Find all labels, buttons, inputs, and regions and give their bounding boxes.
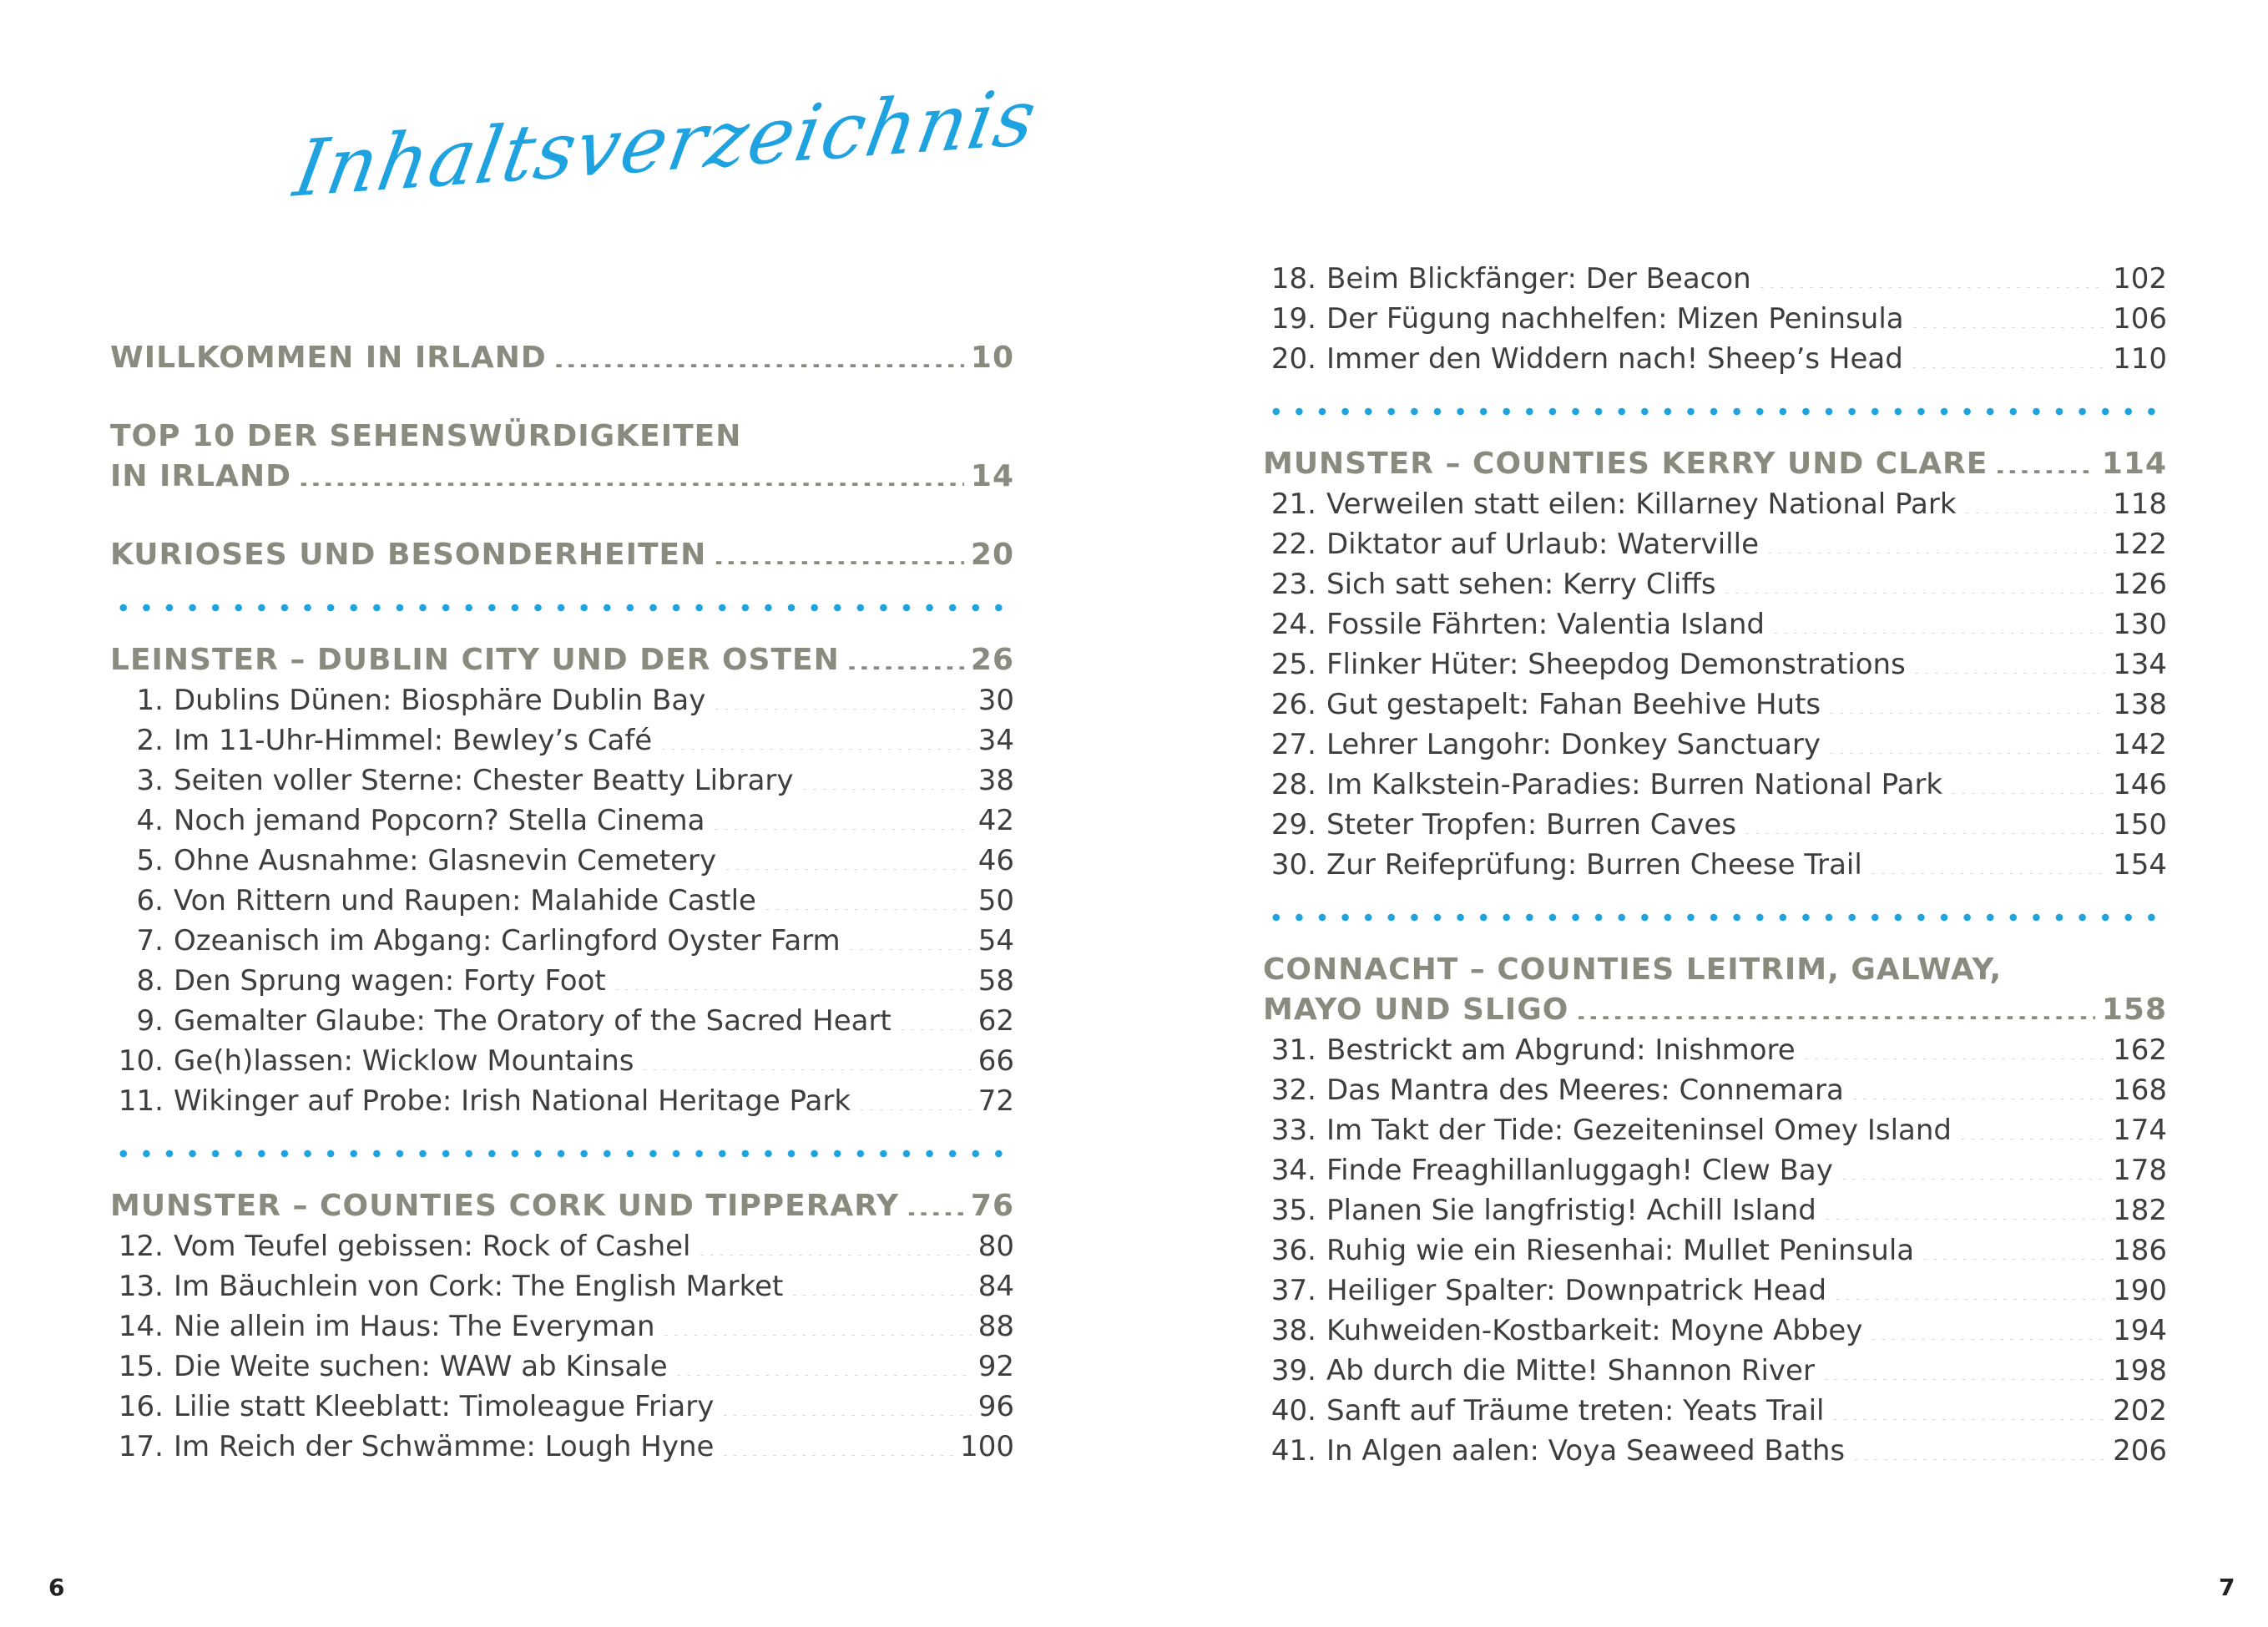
entry-number: 11. [118,1084,164,1118]
entry-number: 3. [136,764,164,797]
dot-leader [801,764,972,790]
section-heading-text: WILLKOMMEN IN IRLAND [110,341,547,375]
toc-entry [1263,1070,2167,1110]
entry-page-number: 34 [977,724,1014,757]
dot-leader [613,964,972,990]
entry-title: Nie allein im Haus: The Everyman [174,1310,655,1343]
entry-title: Das Mantra des Meeres: Connemara [1326,1074,1844,1107]
entry-number: 16. [118,1390,164,1423]
dot-leader [1723,568,2107,594]
entry-title: Lilie statt Kleeblatt: Timoleague Friary [174,1390,715,1423]
section-page-number: 10 [970,341,1014,375]
entry-number: 30. [1270,848,1316,882]
entry-number: 10. [118,1044,164,1078]
entry-title: Im Kalkstein-Paradies: Burren National Park [1326,768,1943,801]
entry-number: 6. [136,884,164,917]
entry-title: Finde Freaghillanluggagh! Clew Bay [1326,1154,1833,1187]
entry-title: Zur Reifeprüfung: Burren Cheese Trail [1326,848,1862,882]
dot-leader [1912,648,2106,674]
toc-entry [110,1306,1014,1347]
entry-number: 29. [1270,808,1316,841]
entry-number: 33. [1270,1114,1316,1147]
dot-leader [298,459,964,486]
toc-entry [110,760,1014,801]
section-heading-line [110,535,1014,575]
dot-leader [1911,302,2106,328]
entry-number: 5. [136,844,164,877]
section-heading-line [110,457,1014,497]
dot-leader [763,884,972,910]
dotted-divider [110,604,1014,612]
entry-number: 20. [1270,342,1316,376]
dot-leader [1575,993,2094,1019]
entry-title: Sich satt sehen: Kerry Cliffs [1326,568,1716,601]
section-heading-text: MAYO UND SLIGO [1263,993,1569,1027]
section-heading-text: KURIOSES UND BESONDERHEITEN [110,538,707,572]
entry-number: 22. [1270,528,1316,561]
toc-entry [1263,765,2167,805]
toc-title: Inhaltsverzeichnis [288,72,1044,215]
section-page-number: 26 [970,643,1014,677]
entry-number: 34. [1270,1154,1316,1187]
entry-title: Wikinger auf Probe: Irish National Heritage Park [174,1084,851,1118]
dot-leader [553,341,964,367]
dot-leader [1869,1314,2106,1340]
section-heading [1263,444,2167,484]
section-heading [1263,950,2167,1030]
entry-number: 24. [1270,608,1316,641]
entry-title: Im 11-Uhr-Himmel: Bewley’s Café [174,724,653,757]
toc-entry [110,961,1014,1001]
toc-entry [110,1226,1014,1266]
entry-title: Im Bäuchlein von Cork: The English Market [174,1270,784,1303]
dot-leader [1833,1274,2106,1300]
entry-page-number: 174 [2113,1114,2167,1147]
toc-entry [1263,1230,2167,1271]
section-heading-line [1263,990,2167,1030]
entry-number: 7. [136,924,164,958]
entry-number: 38. [1270,1314,1316,1347]
entry-page-number: 122 [2113,528,2167,561]
entry-title: Noch jemand Popcorn? Stella Cinema [174,804,705,837]
toc-entry [110,1266,1014,1306]
toc-entry [110,881,1014,921]
section-heading-text: TOP 10 DER SEHENSWÜRDIGKEITEN [110,419,742,453]
entry-page-number: 202 [2113,1394,2167,1427]
toc-entry [110,921,1014,961]
entry-title: Diktator auf Urlaub: Waterville [1326,528,1759,561]
toc-entry [1263,725,2167,765]
entry-page-number: 110 [2113,342,2167,376]
entry-page-number: 186 [2113,1234,2167,1267]
page-number-left: 6 [48,1574,65,1601]
section-heading-line [110,640,1014,680]
entry-title: Sanft auf Träume treten: Yeats Trail [1326,1394,1825,1427]
toc-entry [1263,644,2167,685]
toc-entry [1263,1431,2167,1471]
dotted-divider [1263,407,2167,416]
dot-leader [720,1430,953,1456]
toc-entry [1263,1190,2167,1230]
dot-leader [1827,688,2106,714]
dot-leader [1771,608,2106,634]
entry-title: Vom Teufel gebissen: Rock of Cashel [174,1230,691,1263]
entry-title: Ruhig wie ein Riesenhai: Mullet Peninsula [1326,1234,1915,1267]
entry-page-number: 168 [2113,1074,2167,1107]
entry-title: Die Weite suchen: WAW ab Kinsale [174,1350,668,1383]
spacer [110,497,1014,535]
entry-number: 36. [1270,1234,1316,1267]
dot-leader [790,1270,971,1296]
entry-title: Lehrer Langohr: Donkey Sanctuary [1326,728,1821,761]
section-page-number: 158 [2101,993,2167,1027]
entry-number: 18. [1270,262,1316,296]
dot-leader [723,844,972,870]
entry-page-number: 138 [2113,688,2167,721]
entry-page-number: 198 [2113,1354,2167,1387]
dot-leader [711,804,971,830]
entry-title: Ozeanisch im Abgang: Carlingford Oyster Farm [174,924,841,958]
entry-page-number: 72 [977,1084,1014,1118]
entry-title: Kuhweiden-Kostbarkeit: Moyne Abbey [1326,1314,1863,1347]
entry-number: 9. [136,1004,164,1038]
entry-title: Von Rittern und Raupen: Malahide Castle [174,884,756,917]
entry-title: Beim Blickfänger: Der Beacon [1326,262,1751,296]
section-page-number: 76 [970,1189,1014,1223]
entry-page-number: 66 [977,1044,1014,1078]
dot-leader [1949,768,2106,794]
toc-column-left [110,338,1014,1467]
entry-page-number: 154 [2113,848,2167,882]
dot-leader [640,1044,971,1070]
dot-leader [847,924,972,950]
entry-title: Steter Tropfen: Burren Caves [1326,808,1737,841]
entry-number: 41. [1270,1434,1316,1468]
toc-entry [1263,1351,2167,1391]
toc-entry [110,1041,1014,1081]
toc-entry [1263,685,2167,725]
entry-page-number: 190 [2113,1274,2167,1307]
toc-entry [110,1387,1014,1427]
entry-page-number: 96 [977,1390,1014,1423]
entry-number: 12. [118,1230,164,1263]
entry-number: 37. [1270,1274,1316,1307]
entry-title: Ab durch die Mitte! Shannon River [1326,1354,1815,1387]
entry-page-number: 178 [2113,1154,2167,1187]
spacer [110,378,1014,417]
entry-number: 35. [1270,1194,1316,1227]
entry-page-number: 182 [2113,1194,2167,1227]
dot-leader [1840,1154,2106,1180]
section-heading-text: CONNACHT – COUNTIES LEITRIM, GALWAY, [1263,952,2003,987]
entry-number: 32. [1270,1074,1316,1107]
entry-title: Fossile Fährten: Valentia Island [1326,608,1765,641]
entry-title: Immer den Widdern nach! Sheep’s Head [1326,342,1903,376]
entry-page-number: 102 [2113,262,2167,296]
toc-entry [110,841,1014,881]
entry-number: 40. [1270,1394,1316,1427]
dot-leader [1869,848,2106,874]
entry-page-number: 92 [977,1350,1014,1383]
toc-entry [110,680,1014,720]
entry-number: 15. [118,1350,164,1383]
entry-title: Gemalter Glaube: The Oratory of the Sacred Heart [174,1004,892,1038]
entry-title: Im Takt der Tide: Gezeiteninsel Omey Island [1326,1114,1952,1147]
dot-leader [1963,488,2107,513]
dot-leader [1765,528,2106,553]
entry-title: Flinker Hüter: Sheepdog Demonstrations [1326,648,1906,681]
dot-leader [1831,1394,2107,1420]
dot-leader [1921,1234,2106,1260]
entry-page-number: 134 [2113,648,2167,681]
toc-entry [1263,1391,2167,1431]
toc-entry [1263,1110,2167,1150]
entry-page-number: 42 [977,804,1014,837]
entry-page-number: 206 [2113,1434,2167,1468]
section-heading-line [110,1186,1014,1226]
entry-title: Den Sprung wagen: Forty Foot [174,964,606,998]
section-page-number: 14 [970,459,1014,493]
entry-number: 4. [136,804,164,837]
toc-entry [110,1347,1014,1387]
dot-leader [720,1390,971,1416]
entry-title: Seiten voller Sterne: Chester Beatty Library [174,764,794,797]
section-heading [110,417,1014,497]
dot-leader [846,643,964,669]
entry-number: 27. [1270,728,1316,761]
section-heading-text: MUNSTER – COUNTIES CORK UND TIPPERARY [110,1189,900,1223]
entry-title: Dublins Dünen: Biosphäre Dublin Bay [174,684,706,717]
entry-page-number: 84 [977,1270,1014,1303]
entry-page-number: 162 [2113,1033,2167,1067]
section-heading-text: IN IRLAND [110,459,291,493]
dotted-divider [1263,913,2167,922]
toc-entry [1263,524,2167,564]
dot-leader [1851,1434,2106,1460]
entry-title: Der Fügung nachhelfen: Mizen Peninsula [1326,302,1904,336]
dot-leader [713,538,964,564]
toc-entry [1263,339,2167,379]
entry-number: 31. [1270,1033,1316,1067]
toc-entry [110,1081,1014,1121]
toc-entry [1263,805,2167,845]
entry-number: 21. [1270,488,1316,521]
dot-leader [1743,808,2106,834]
toc-entry [1263,1150,2167,1190]
dot-leader [1851,1074,2106,1099]
dot-leader [1827,728,2106,754]
entry-title: Im Reich der Schwämme: Lough Hyne [174,1430,715,1463]
dot-leader [1994,447,2095,473]
dot-leader [1758,262,2106,288]
entry-page-number: 100 [960,1430,1014,1463]
entry-title: Ohne Ausnahme: Glasnevin Cemetery [174,844,717,877]
section-heading-text: MUNSTER – COUNTIES KERRY UND CLARE [1263,447,1988,481]
entry-page-number: 88 [977,1310,1014,1343]
section-heading-line [110,338,1014,378]
entry-title: Heiliger Spalter: Downpatrick Head [1326,1274,1827,1307]
section-heading [110,338,1014,378]
entry-number: 2. [136,724,164,757]
dot-leader [1958,1114,2106,1139]
entry-page-number: 106 [2113,302,2167,336]
entry-title: In Algen aalen: Voya Seaweed Baths [1326,1434,1846,1468]
toc-entry [1263,604,2167,644]
toc-column-right [1263,259,2167,1471]
toc-entry [1263,1030,2167,1070]
entry-number: 8. [136,964,164,998]
dot-leader [662,1310,972,1336]
right-page [1134,0,2268,1627]
section-page-number: 20 [970,538,1014,572]
section-heading [110,640,1014,680]
entry-title: Planen Sie langfristig! Achill Island [1326,1194,1816,1227]
entry-page-number: 58 [977,964,1014,998]
toc-entry [1263,1311,2167,1351]
entry-page-number: 30 [977,684,1014,717]
toc-entry [110,1427,1014,1467]
entry-page-number: 54 [977,924,1014,958]
toc-entry [1263,1271,2167,1311]
entry-number: 23. [1270,568,1316,601]
toc-entry [1263,259,2167,299]
entry-number: 19. [1270,302,1316,336]
entry-page-number: 142 [2113,728,2167,761]
dot-leader [857,1084,972,1110]
entry-title: Verweilen statt eilen: Killarney National Park [1326,488,1957,521]
entry-number: 28. [1270,768,1316,801]
entry-page-number: 146 [2113,768,2167,801]
dot-leader [698,1230,972,1256]
entry-title: Gut gestapelt: Fahan Beehive Huts [1326,688,1821,721]
dot-leader [712,684,971,710]
entry-number: 39. [1270,1354,1316,1387]
entry-page-number: 130 [2113,608,2167,641]
entry-page-number: 126 [2113,568,2167,601]
entry-page-number: 50 [977,884,1014,917]
entry-page-number: 46 [977,844,1014,877]
toc-entry [1263,484,2167,524]
entry-title: Bestrickt am Abgrund: Inishmore [1326,1033,1796,1067]
dot-leader [674,1350,972,1376]
section-heading [110,535,1014,575]
section-heading-text: LEINSTER – DUBLIN CITY UND DER OSTEN [110,643,840,677]
entry-page-number: 80 [977,1230,1014,1263]
dot-leader [1802,1033,2106,1059]
entry-number: 26. [1270,688,1316,721]
toc-entry [1263,564,2167,604]
toc-entry [1263,845,2167,885]
toc-entry [110,801,1014,841]
entry-page-number: 194 [2113,1314,2167,1347]
toc-entry [110,720,1014,760]
entry-page-number: 62 [977,1004,1014,1038]
section-heading-line [1263,950,2167,990]
entry-title: Ge(h)lassen: Wicklow Mountains [174,1044,634,1078]
entry-number: 25. [1270,648,1316,681]
section-heading-line [1263,444,2167,484]
entry-page-number: 150 [2113,808,2167,841]
entry-number: 14. [118,1310,164,1343]
dot-leader [1823,1194,2106,1220]
dot-leader [906,1189,964,1215]
section-heading-line [110,417,1014,457]
section-page-number: 114 [2101,447,2167,481]
dot-leader [1910,342,2106,368]
entry-number: 13. [118,1270,164,1303]
section-heading [110,1186,1014,1226]
entry-page-number: 118 [2113,488,2167,521]
dot-leader [898,1004,972,1030]
entry-page-number: 38 [977,764,1014,797]
entry-number: 1. [136,684,164,717]
toc-entry [110,1001,1014,1041]
page-number-right: 7 [2219,1574,2235,1601]
dotted-divider [110,1150,1014,1158]
entry-number: 17. [118,1430,164,1463]
dot-leader [1821,1354,2106,1380]
dot-leader [659,724,972,750]
toc-entry [1263,299,2167,339]
